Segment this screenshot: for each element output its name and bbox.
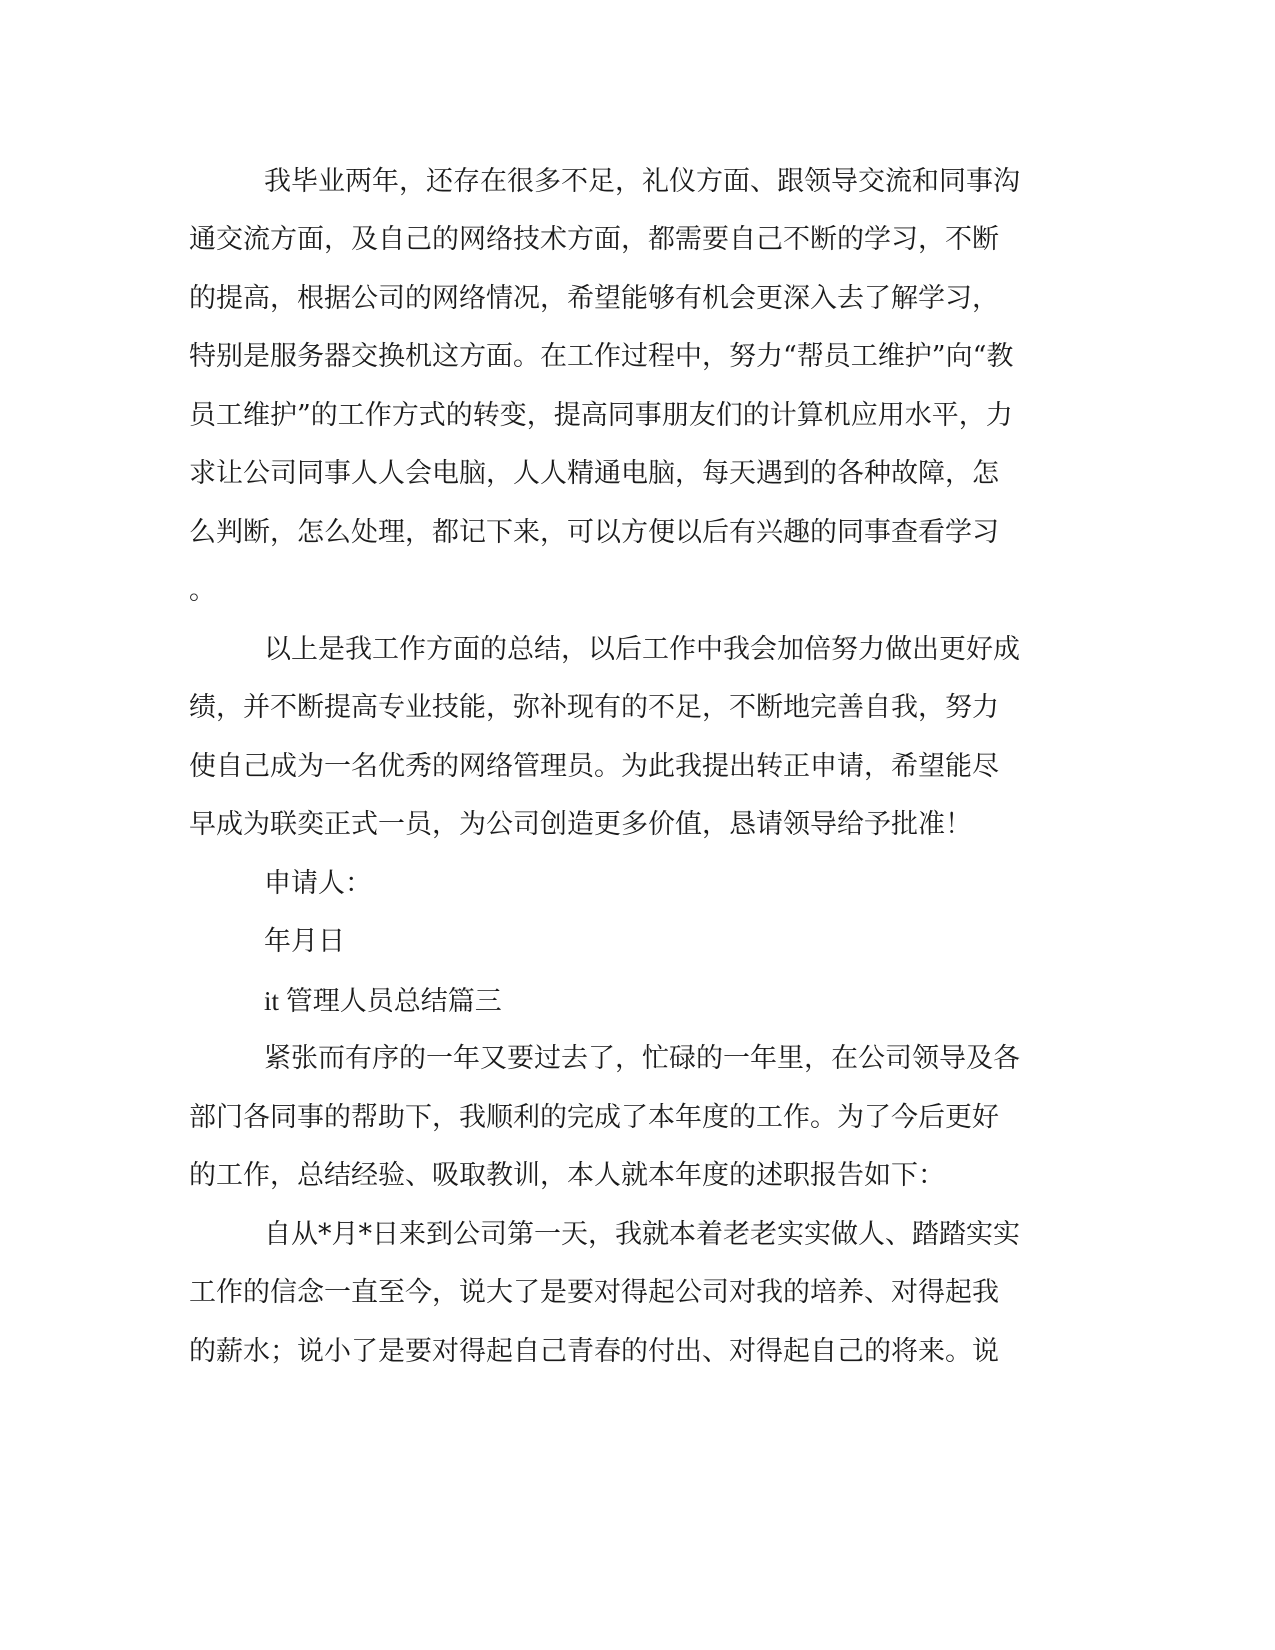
section-heading: it 管理人员总结篇三 [264, 986, 502, 1016]
paragraph-line: 员工维护”的工作方式的转变，提高同事朋友们的计算机应用水平，力 [189, 400, 1013, 431]
applicant-label: 申请人： [264, 868, 372, 899]
paragraph-line: 工作的信念一直至今，说大了是要对得起公司对我的培养、对得起我 [189, 1277, 999, 1308]
date-label: 年月日 [264, 926, 345, 957]
paragraph-line: 的薪水；说小了是要对得起自己青春的付出、对得起自己的将来。说 [189, 1336, 999, 1367]
paragraph-line: 的提高，根据公司的网络情况，希望能够有机会更深入去了解学习， [189, 283, 999, 314]
paragraph-line: 绩，并不断提高专业技能，弥补现有的不足，不断地完善自我，努力 [189, 692, 999, 723]
paragraph-line: 自从*月*日来到公司第一天，我就本着老老实实做人、踏踏实实 [264, 1219, 1020, 1250]
paragraph-line: 么判断，怎么处理，都记下来，可以方便以后有兴趣的同事查看学习 [189, 517, 999, 548]
paragraph-line: 早成为联奕正式一员，为公司创造更多价值，恳请领导给予批准！ [189, 809, 972, 840]
paragraph-line: 使自己成为一名优秀的网络管理员。为此我提出转正申请，希望能尽 [189, 751, 999, 782]
paragraph-line: 以上是我工作方面的总结，以后工作中我会加倍努力做出更好成 [264, 634, 1020, 665]
paragraph-line: 通交流方面，及自己的网络技术方面，都需要自己不断的学习，不断 [189, 224, 999, 255]
paragraph-line: 我毕业两年，还存在很多不足，礼仪方面、跟领导交流和同事沟 [264, 166, 1020, 197]
paragraph-line: 求让公司同事人人会电脑，人人精通电脑，每天遇到的各种故障，怎 [189, 458, 999, 489]
paragraph-line: 的工作，总结经验、吸取教训，本人就本年度的述职报告如下： [189, 1160, 945, 1191]
paragraph-line: 紧张而有序的一年又要过去了，忙碌的一年里，在公司领导及各 [264, 1043, 1020, 1074]
paragraph-line: 。 [189, 575, 216, 606]
paragraph-line: 部门各同事的帮助下，我顺利的完成了本年度的工作。为了今后更好 [189, 1102, 999, 1133]
paragraph-line: 特别是服务器交换机这方面。在工作过程中，努力“帮员工维护”向“教 [189, 341, 1014, 372]
